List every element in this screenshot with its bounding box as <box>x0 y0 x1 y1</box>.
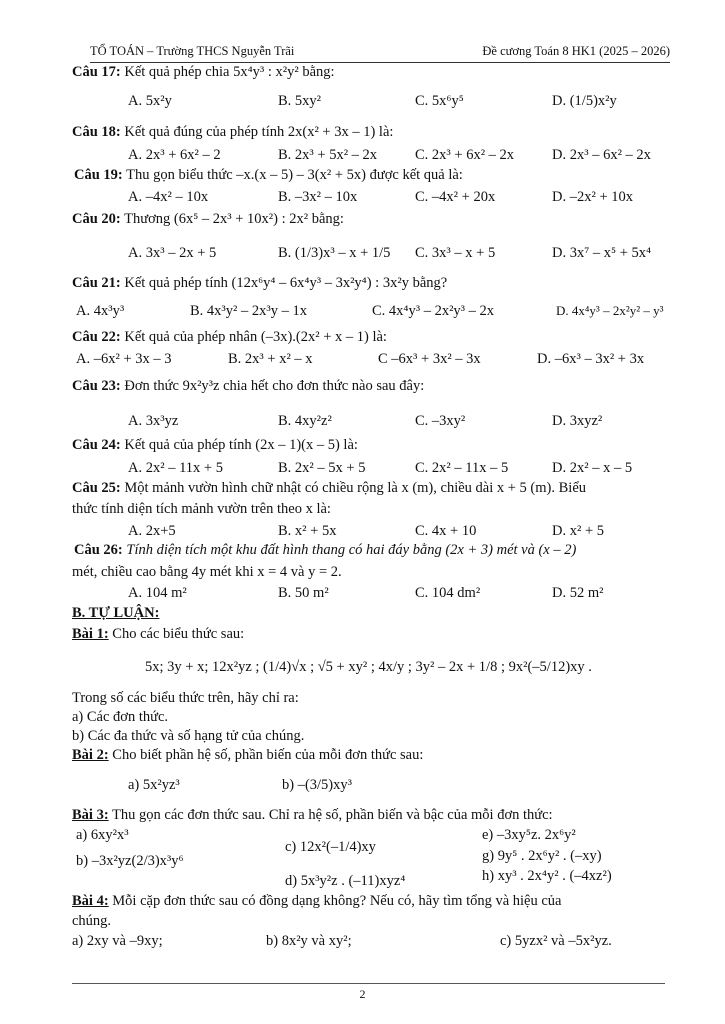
answer-c: C. 3x³ – x + 5 <box>415 245 496 261</box>
answer-d: D. 4x⁴y³ – 2x²y² – y³ <box>556 303 664 318</box>
bai-1-expressions: 5x; 3y + x; 12x²yz ; (1/4)√x ; √5 + xy² ; 4x/y ; 3y² – 2x + 1/8 ; 9x²(–5/12)xy . <box>145 659 592 675</box>
answer-d: D. –6x³ – 3x² + 3x <box>537 351 645 367</box>
page-number: 2 <box>359 987 366 1001</box>
answer-a: A. 2x³ + 6x² – 2 <box>128 147 221 163</box>
question-26-line2: mét, chiều cao bằng 4y mét khi x = 4 và y = 2. <box>72 564 342 580</box>
bai-3-a: a) 6xy²x³ <box>76 827 129 843</box>
bai-1-part-b: b) Các đa thức và số hạng tử của chúng. <box>72 728 305 744</box>
answer-c: C. 4x⁴y³ – 2x²y³ – 2x <box>372 303 495 319</box>
question-23: Câu 23: Đơn thức 9x²y³z chia hết cho đơn thức nào sau đây: <box>72 378 425 394</box>
answer-c: C –6x³ + 3x² – 3x <box>378 351 481 367</box>
bai-4-c: c) 5yzx² và –5x²yz. <box>500 933 612 949</box>
question-24: Câu 24: Kết quả của phép tính (2x – 1)(x – 5) là: <box>72 437 358 453</box>
bai-3-b: b) –3x²yz(2/3)x³y⁶ <box>76 853 184 869</box>
answer-a: A. 2x² – 11x + 5 <box>128 460 223 476</box>
answer-d: D. –2x² + 10x <box>552 189 633 205</box>
answer-d: D. (1/5)x²y <box>552 93 617 109</box>
section-title: B. TỰ LUẬN: <box>72 605 160 621</box>
answer-c: C. –4x² + 20x <box>415 189 496 205</box>
answer-b: B. 2x³ + 5x² – 2x <box>278 147 378 163</box>
question-25-line2: thức tính diện tích mảnh vườn trên theo x là: <box>72 501 331 517</box>
bai-4-a: a) 2xy và –9xy; <box>72 933 163 949</box>
answer-b: B. 50 m² <box>278 585 329 601</box>
answer-c: C. 4x + 10 <box>415 523 477 539</box>
answer-c: C. 5x⁶y⁵ <box>415 93 464 109</box>
answer-b: B. 5xy² <box>278 93 322 109</box>
answer-b: B. (1/3)x³ – x + 1/5 <box>278 245 391 261</box>
question-19: Câu 19: Thu gọn biểu thức –x.(x – 5) – 3(x² + 5x) được kết quả là: <box>74 167 463 183</box>
bai-4-b: b) 8x²y và xy²; <box>266 933 352 949</box>
bai-3-g: g) 9y⁵ . 2x⁶y² . (–xy) <box>482 848 602 864</box>
answer-b: B. 2x³ + x² – x <box>228 351 313 367</box>
page-header <box>90 44 670 63</box>
question-18: Câu 18: Kết quả đúng của phép tính 2x(x² + 3x – 1) là: <box>72 124 394 140</box>
answer-a: A. 2x+5 <box>128 523 176 539</box>
answer-d: D. 2x² – x – 5 <box>552 460 633 476</box>
bai-2-a: a) 5x²yz³ <box>128 777 180 793</box>
footer-divider <box>72 983 665 984</box>
bai-3-e: e) –3xy⁵z. 2x⁶y² <box>482 827 576 843</box>
answer-c: C. –3xy² <box>415 413 466 429</box>
answer-a: A. –6x² + 3x – 3 <box>76 351 172 367</box>
answer-d: D. 2x³ – 6x² – 2x <box>552 147 651 163</box>
answer-a: A. 3x³yz <box>128 413 179 429</box>
answer-c: C. 2x³ + 6x² – 2x <box>415 147 515 163</box>
answer-b: B. –3x² – 10x <box>278 189 358 205</box>
answer-a: A. 3x³ – 2x + 5 <box>128 245 217 261</box>
question-21: Câu 21: Kết quả phép tính (12x⁶y⁴ – 6x⁴y³ – 3x²y⁴) : 3x²y bằng? <box>72 275 448 291</box>
answer-d: D. 3x⁷ – x⁵ + 5x⁴ <box>552 245 652 261</box>
bai-1-part-a: a) Các đơn thức. <box>72 709 169 725</box>
answer-c: C. 104 dm² <box>415 585 481 601</box>
bai-1-prompt: Trong số các biểu thức trên, hãy chỉ ra: <box>72 690 299 706</box>
answer-b: B. 4xy²z² <box>278 413 332 429</box>
answer-b: B. x² + 5x <box>278 523 337 539</box>
bai-3-c: c) 12x²(–1/4)xy <box>285 839 376 855</box>
question-25: Câu 25: Một mảnh vườn hình chữ nhật có chiều rộng là x (m), chiều dài x + 5 (m). Biểu <box>72 480 587 496</box>
bai-4: Bài 4: Mỗi cặp đơn thức sau có đồng dạng không? Nếu có, hãy tìm tổng và hiệu của <box>72 893 562 909</box>
question-20: Câu 20: Thương (6x⁵ – 2x³ + 10x²) : 2x² bằng: <box>72 211 344 227</box>
header-right: Đề cương Toán 8 HK1 (2025 – 2026) <box>482 44 670 58</box>
bai-2-b: b) –(3/5)xy³ <box>282 777 352 793</box>
bai-2: Bài 2: Cho biết phần hệ số, phần biến của mỗi đơn thức sau: <box>72 747 424 763</box>
answer-c: C. 2x² – 11x – 5 <box>415 460 509 476</box>
answer-a: A. –4x² – 10x <box>128 189 209 205</box>
answer-a: A. 104 m² <box>128 585 187 601</box>
bai-4-line2: chúng. <box>72 913 112 929</box>
bai-3-h: h) xy³ . 2x⁴y² . (–4xz²) <box>482 868 612 884</box>
answer-d: D. x² + 5 <box>552 523 604 539</box>
header-left: TỔ TOÁN – Trường THCS Nguyễn Trãi <box>90 44 295 58</box>
answer-a: A. 5x²y <box>128 93 172 109</box>
bai-3-d: d) 5x³y²z . (–11)xyz⁴ <box>285 873 406 889</box>
answer-d: D. 3xyz² <box>552 413 603 429</box>
question-26: Câu 26: Tính diện tích một khu đất hình thang có hai đáy bằng (2x + 3) mét và (x – 2) <box>74 542 577 558</box>
bai-1: Bài 1: Cho các biểu thức sau: <box>72 626 245 642</box>
answer-d: D. 52 m² <box>552 585 604 601</box>
answer-b: B. 4x³y² – 2x³y – 1x <box>190 303 307 319</box>
bai-3: Bài 3: Thu gọn các đơn thức sau. Chỉ ra hệ số, phần biến và bậc của mỗi đơn thức: <box>72 807 553 823</box>
answer-a: A. 4x³y³ <box>76 303 125 319</box>
question-22: Câu 22: Kết quả của phép nhân (–3x).(2x² + x – 1) là: <box>72 329 387 345</box>
answer-b: B. 2x² – 5x + 5 <box>278 460 366 476</box>
question-17: Câu 17: Kết quả phép chia 5x⁴y³ : x²y² bằng: <box>72 64 335 80</box>
